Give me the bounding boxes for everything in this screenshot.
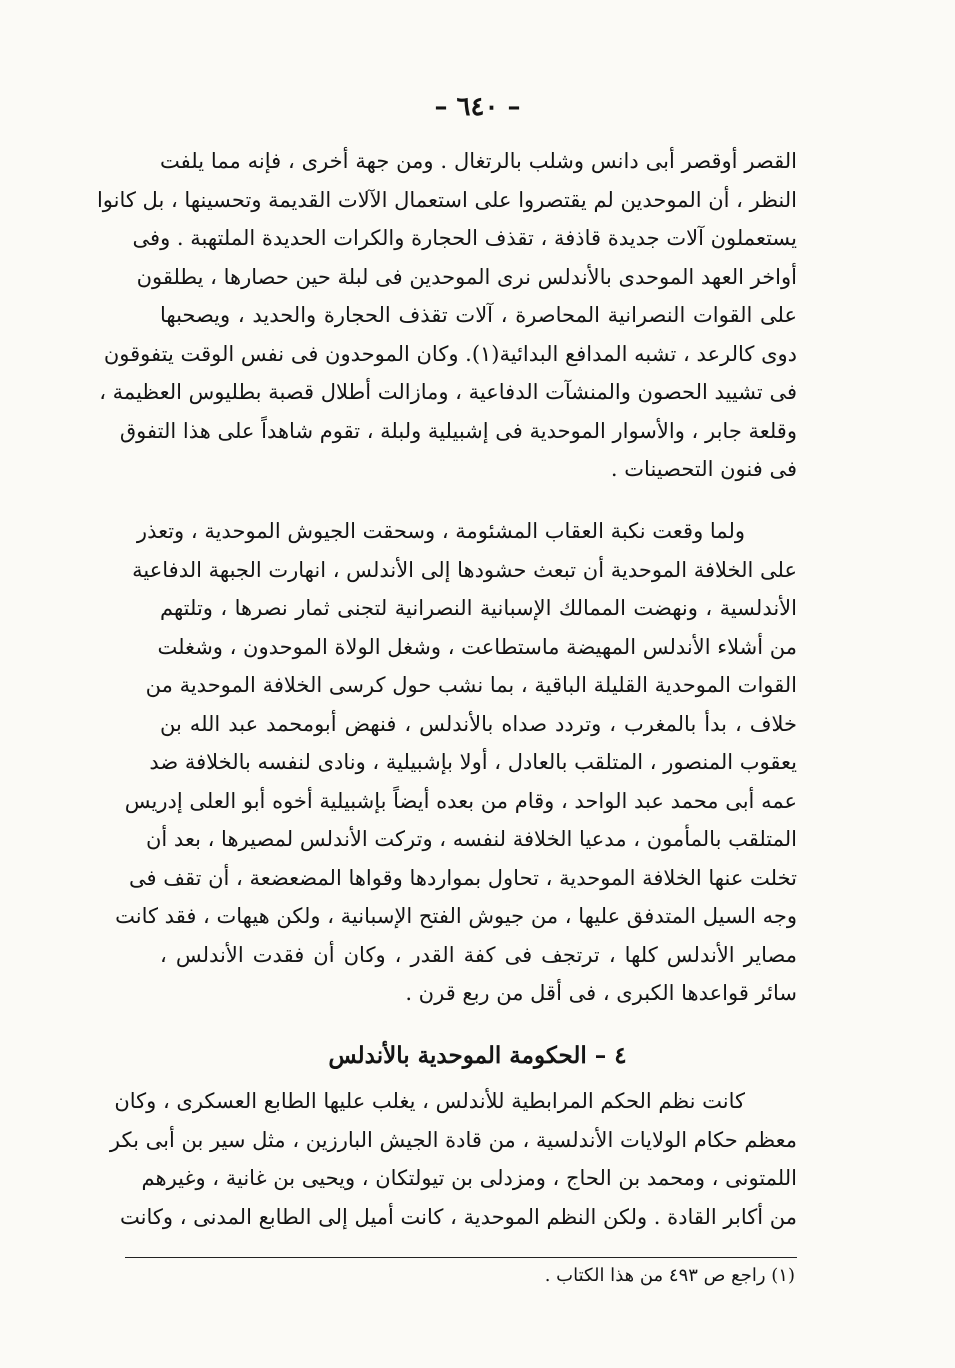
page-number: – ٦٤٠ – <box>434 92 521 122</box>
text-line: فى تشييد الحصون والمنشآت الدفاعية ، ومازالت أطلال قصبة بطليوس العظيمة ، <box>99 380 797 404</box>
text-line: على الخلافة الموحدية أن تبعث حشودها إلى الأندلس ، انهارت الجبهة الدفاعية <box>132 557 797 582</box>
footnote: (١) راجع ص ٤٩٣ من هذا الكتاب . <box>544 1265 795 1286</box>
paragraph-2 <box>115 512 797 1013</box>
text-line: من أكابر القادة . ولكن النظم الموحدية ، كانت أميل إلى الطابع المدنى ، وكانت <box>120 1204 797 1229</box>
text-line: معظم حكام الولايات الأندلسية ، من قادة الجيش البارزين ، مثل سير بن أبى بكر <box>109 1127 797 1152</box>
paragraph-3 <box>109 1082 797 1236</box>
text-line: القوات الموحدية القليلة الباقية ، بما نشب حول كرسى الخلافة الموحدية من <box>145 673 797 697</box>
text-line: يستعملون آلات جديدة قاذفة ، تقذف الحجارة والكرات الحديدة الملتهبة . وفى <box>132 226 797 250</box>
text-line: وجه السيل المتدفق عليها ، من جيوش الفتح الإسبانية ، ولكن هيهات ، فقد كانت <box>115 904 797 928</box>
text-line: فى فنون التحصينات . <box>610 457 797 481</box>
text-line: من أشلاء الأندلس المهيضة ماستطاعت ، وشغل الولاة الموحدون ، وشغلت <box>157 634 797 659</box>
text-line: ولما وقعت نكبة العقاب المشئومة ، وسحقت الجيوش الموحدية ، وتعذر <box>136 519 745 543</box>
text-line: عمه أبى محمد عبد الواحد ، وقام من بعده أيضاً بإشبيلية أخوه أبو العلى إدريس <box>124 788 797 813</box>
text-line: المتلقب بالمأمون ، مدعيا الخلافة لنفسه ، وتركت الأندلس لمصيرها ، بعد أن <box>146 827 797 851</box>
text-line: مصاير الأندلس كلها ، ترتجف فى كفة القدر ، وكان أن فقدت الأندلس ، <box>160 942 797 967</box>
text-line: وقلعة جابر ، والأسوار الموحدية فى إشبيلية ولبلة ، تقوم شاهداً على هذا التفوق <box>119 418 797 443</box>
section-heading: ٤ – الحكومة الموحدية بالأندلس <box>328 1042 627 1069</box>
text-line: على القوات النصرانية المحاصرة ، آلات تقذف الحجارة والحديد ، ويصحبها <box>160 303 797 327</box>
text-line: دوى كالرعد ، تشبه المدافع البدائية(١). وكان الموحدون فى نفس الوقت يتفوقون <box>103 341 797 366</box>
text-line: النظر ، أن الموحدين لم يقتصروا على استعمال الآلات القديمة وتحسينها ، بل كانوا <box>96 187 797 212</box>
text-line: القصر أوقصر أبى دانس وشلب بالرتغال . ومن جهة أخرى ، فإنه مما يلفت <box>160 149 797 173</box>
text-line: خلاف ، بدأ بالمغرب ، وتردد صداه بالأندلس ، فنهض أبومحمد عبد الله بن <box>160 711 797 736</box>
text-line: أواخر العهد الموحدى بالأندلس نرى الموحدين فى لبلة حين حصارها ، يطلقون <box>136 264 797 289</box>
paragraph-1 <box>96 142 797 489</box>
text-line: يعقوب المنصور ، المتلقب بالعادل ، أولا بإشبيلية ، ونادى لنفسه بالخلافة ضد <box>149 750 797 774</box>
footnote-divider <box>125 1257 797 1258</box>
text-line: كانت نظم الحكم المرابطية للأندلس ، يغلب عليها الطابع العسكرى ، وكان <box>114 1089 745 1113</box>
text-line: سائر قواعدها الكبرى ، فى أقل من ربع قرن . <box>405 981 797 1005</box>
text-line: تخلت عنها الخلافة الموحدية ، تحاول بمواردها وقواها المضعضعة ، أن تقف فى <box>128 865 797 890</box>
text-line: الأندلسية ، ونهضت الممالك الإسبانية النصرانية لتجنى ثمار نصرها ، وتلتهم <box>160 596 797 620</box>
text-line: اللمتونى ، ومحمد بن الحاج ، ومزدلى بن تيولتكان ، ويحيى بن غانية ، وغيرهم <box>141 1166 797 1190</box>
